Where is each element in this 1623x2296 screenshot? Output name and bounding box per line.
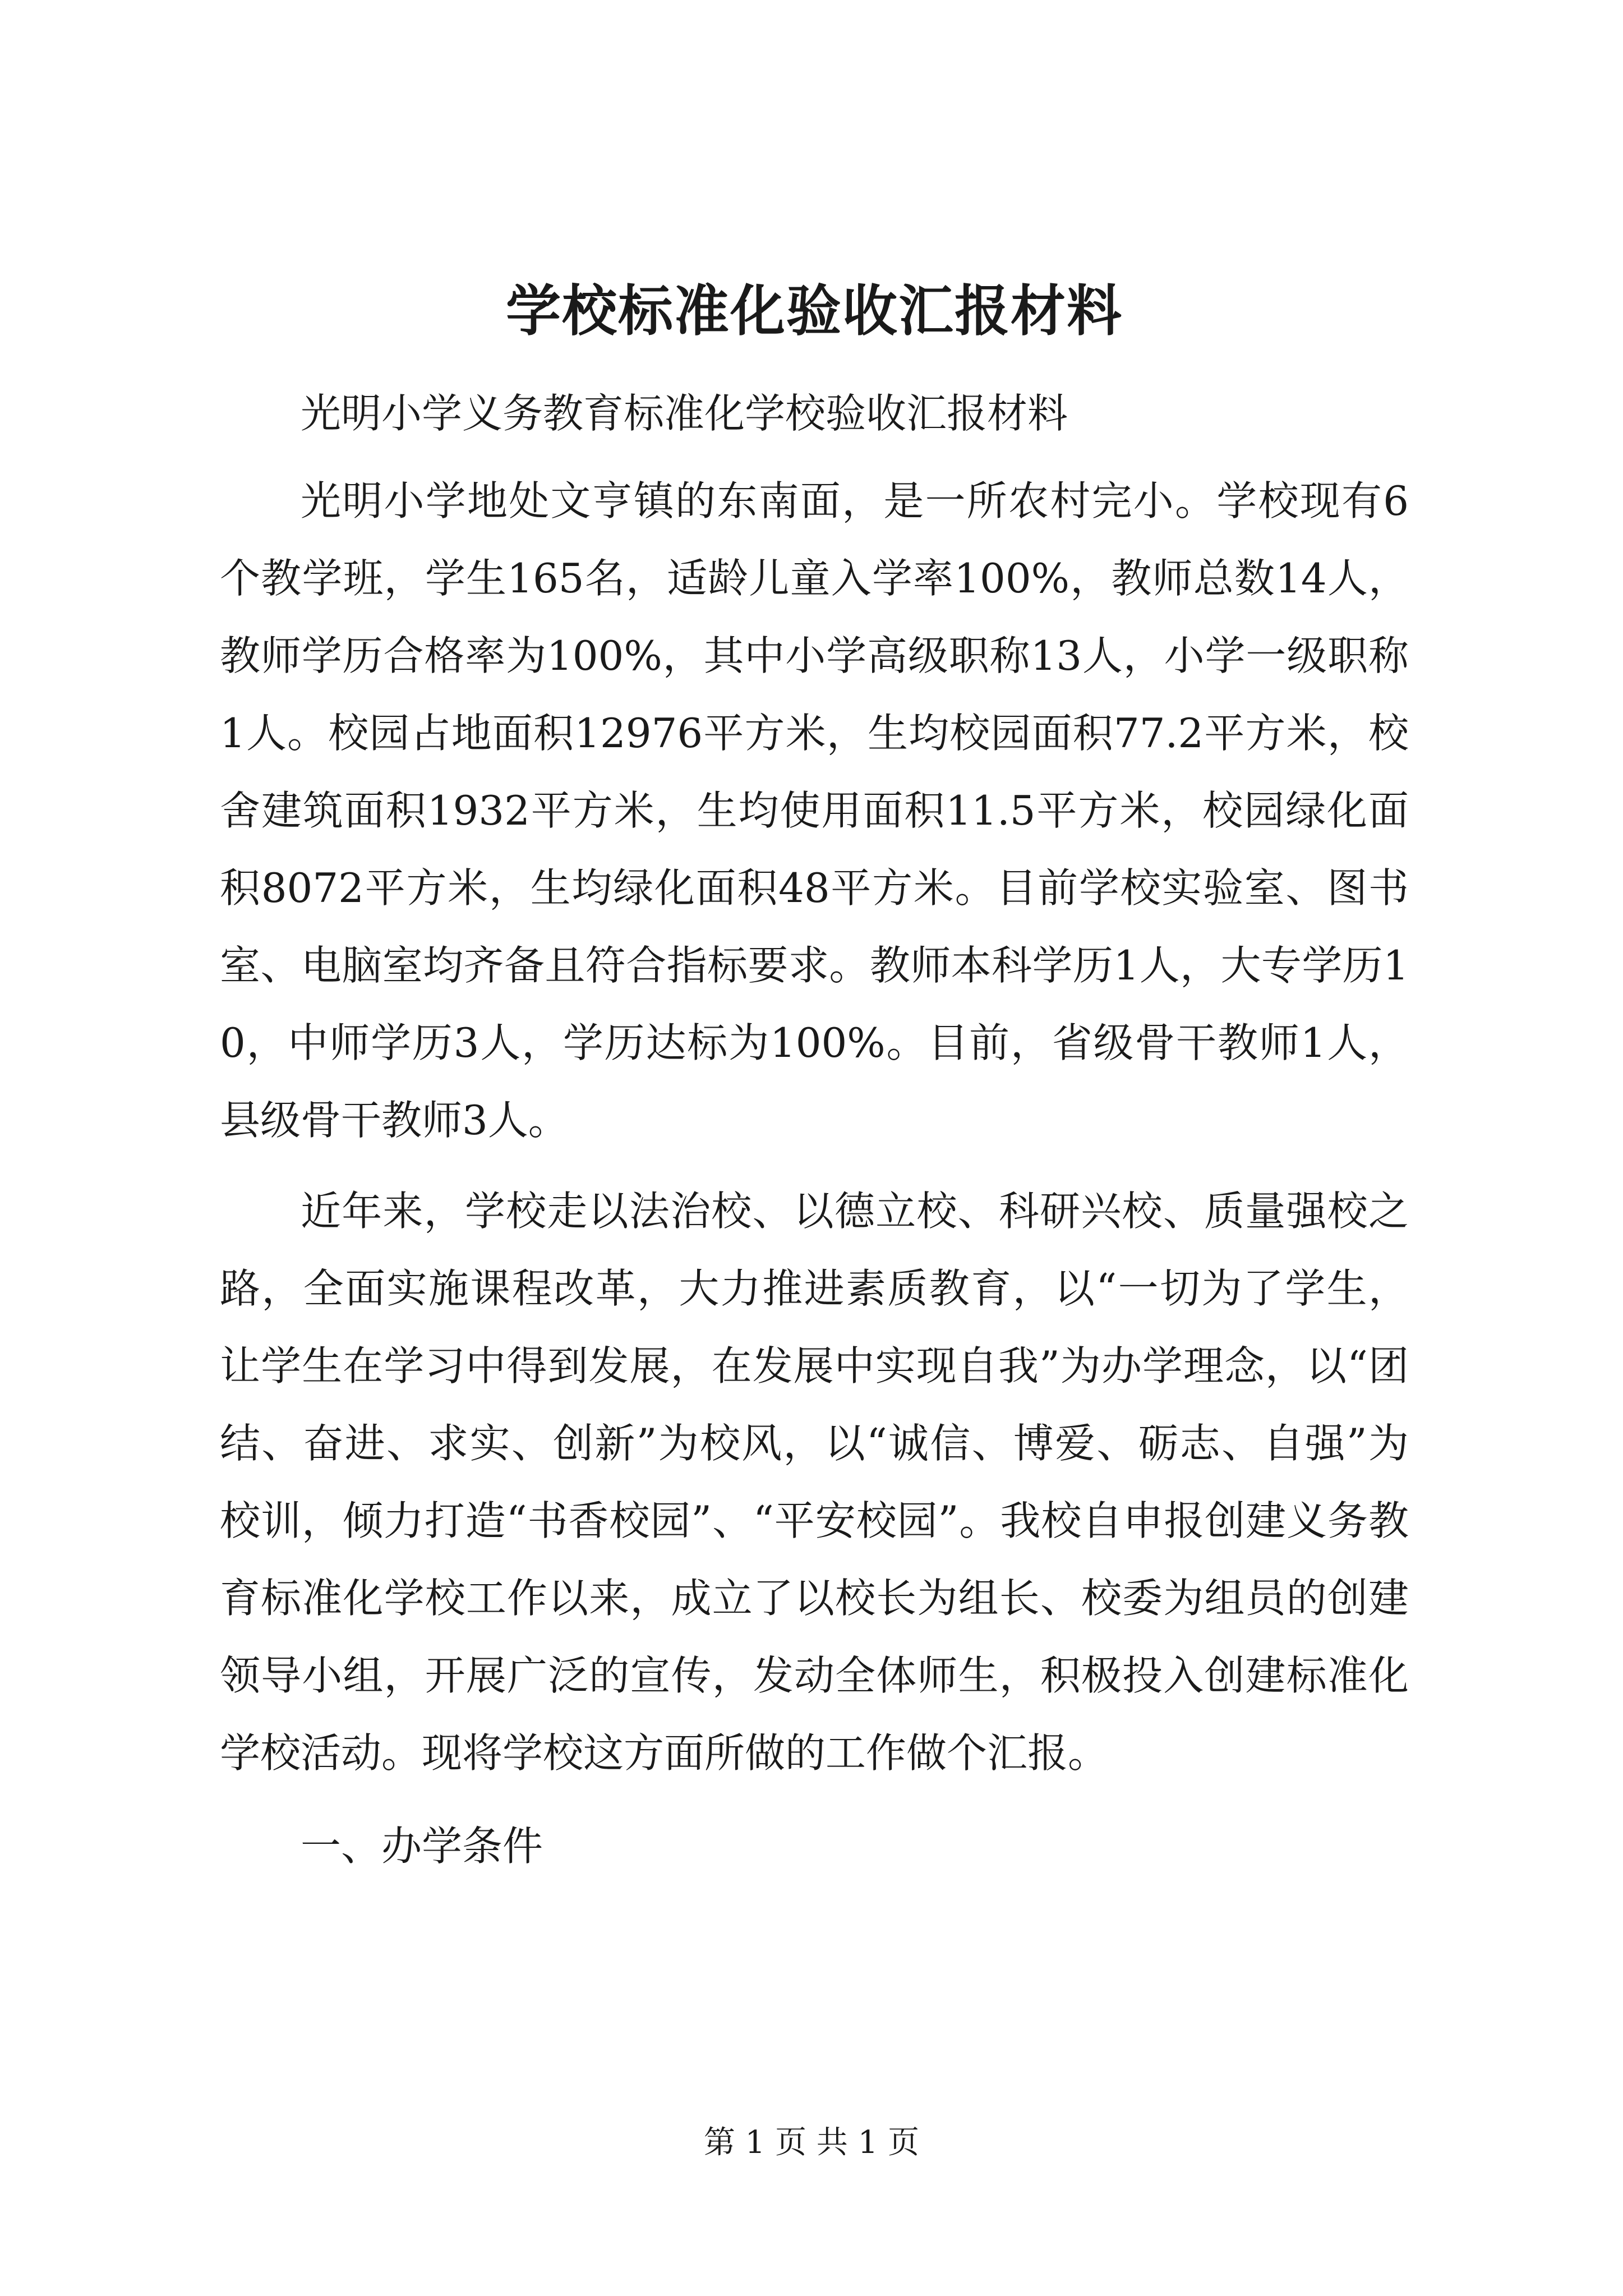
- document-body: [220, 269, 1409, 1898]
- document-title: 学校标准化验收汇报材料: [505, 279, 1123, 343]
- paragraph-school-overview: 光明小学地处文亨镇的东南面，是一所农村完小。学校现有6个教学班，学生165名，适龄儿童入学率100%，教师总数14人，教师学历合格率为100%，其中小学高级职称13人，小学一级职称1人。校园占地面积12976平方米，生均校园面积77.2平方米，校舍建筑面积1932平方米，生均使用面积11.5平方米，校园绿化面积8072平方米，生均绿化面积48平方米。目前学校实验室、图书室、电脑室均齐备且符合指标要求。教师本科学历1人，大专学历10，中师学历3人，学历达标为100%。目前，省级骨干教师1人，县级骨干教师3人。: [220, 477, 1409, 1144]
- paragraph-school-philosophy: 近年来，学校走以法治校、以德立校、科研兴校、质量强校之路，全面实施课程改革，大力推进素质教育，以“一切为了学生，让学生在学习中得到发展，在发展中实现自我”为办学理念，以“团结、奋进、求实、创新”为校风，以“诚信、博爱、砺志、自强”为校训，倾力打造“书香校园”、“平安校园”。我校自申报创建义务教育标准化学校工作以来，成立了以校长为组长、校委为组员的创建领导小组，开展广泛的宣传，发动全体师生，积极投入创建标准化学校活动。现将学校这方面所做的工作做个汇报。: [220, 1188, 1409, 1777]
- section-heading-conditions: 一、办学条件: [301, 1823, 543, 1870]
- page-footer: 第 1 页 共 1 页: [703, 2124, 920, 2161]
- document-subtitle: 光明小学义务教育标准化学校验收汇报材料: [301, 390, 1068, 437]
